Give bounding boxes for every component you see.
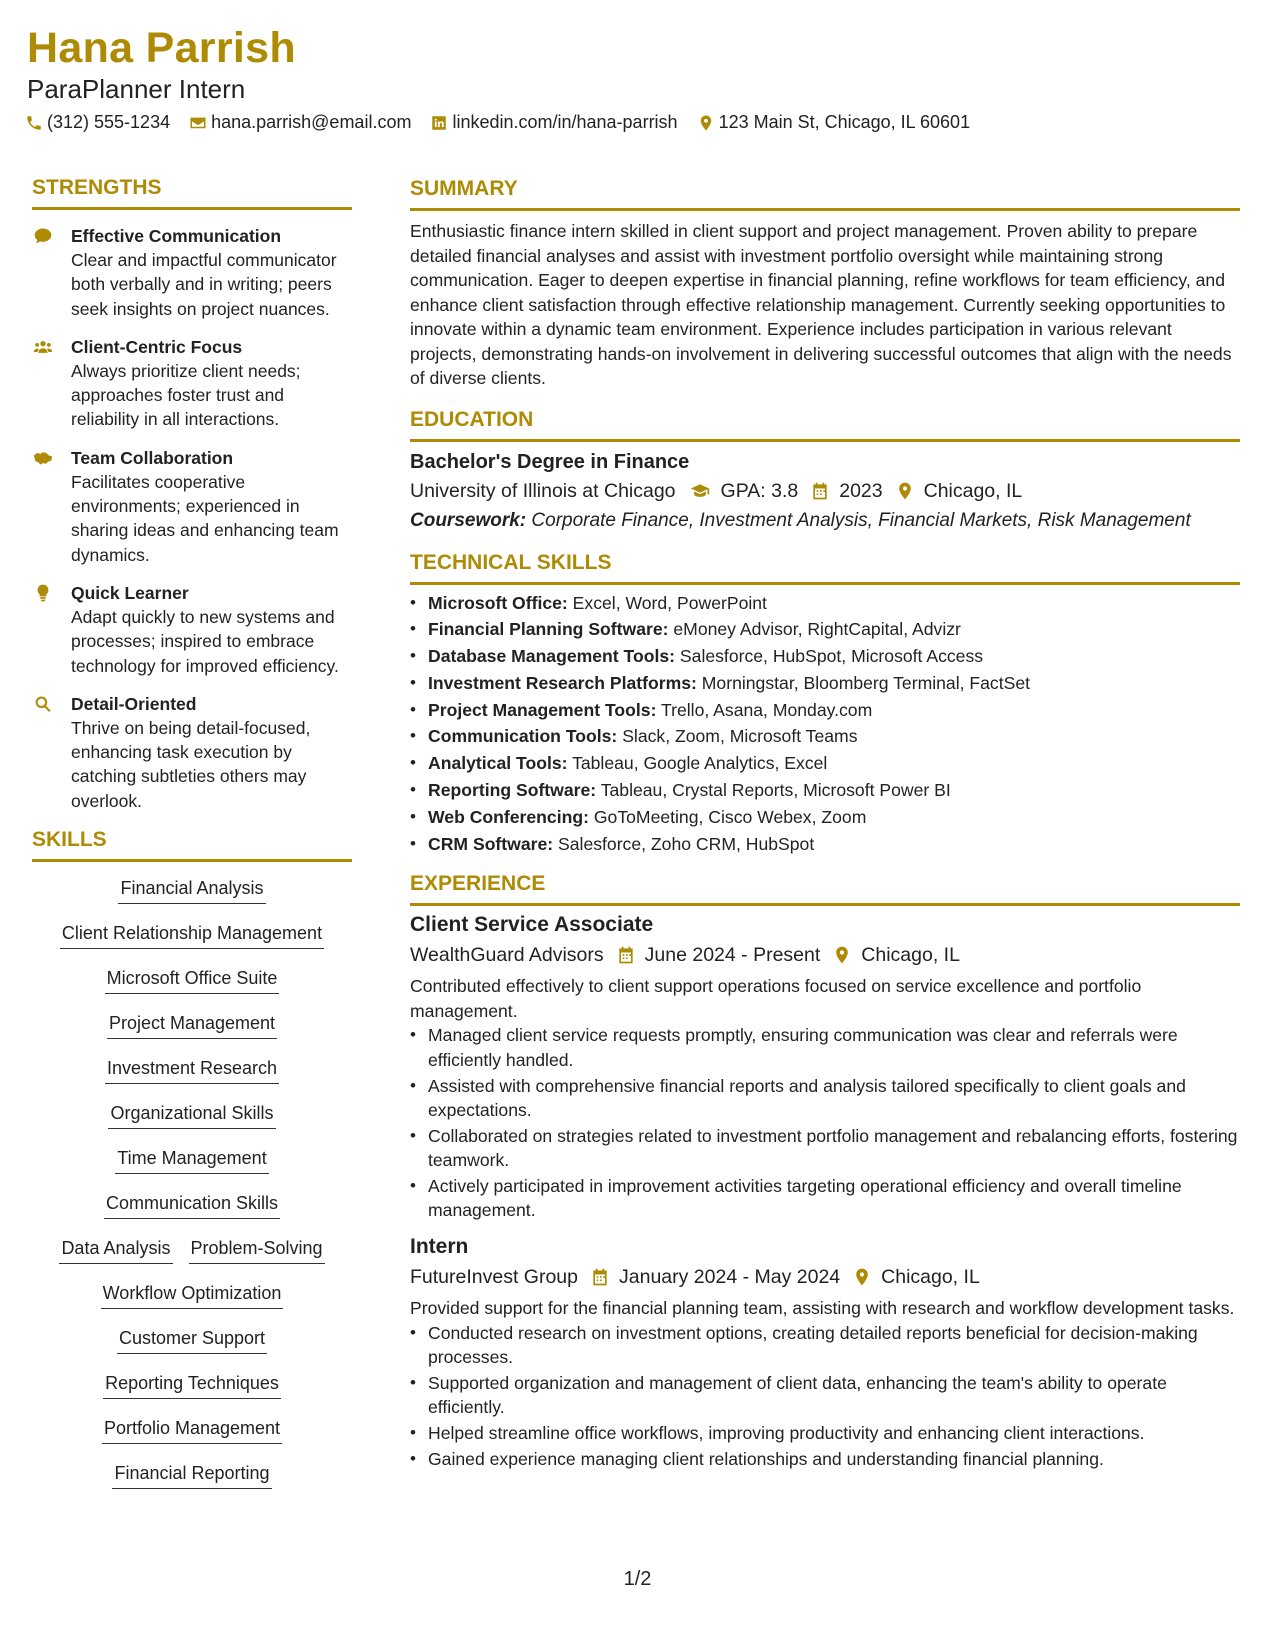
phone-icon bbox=[25, 114, 43, 132]
strength-desc: Facilitates cooperative environments; experienced in sharing ideas and enhancing team dynamics. bbox=[71, 471, 339, 565]
technical-skills-heading: TECHNICAL SKILLS bbox=[410, 550, 612, 574]
list-item: • Collaborated on strategies related to investment portfolio management and rebalancing efforts, fostering teamwork. bbox=[410, 1124, 1240, 1173]
right-column bbox=[410, 176, 1240, 1473]
job-location: Chicago, IL bbox=[881, 1266, 980, 1289]
list-item: • Helped streamline office workflows, improving productivity and enhancing client interactions. bbox=[410, 1421, 1240, 1445]
contact-linkedin[interactable] bbox=[430, 112, 677, 133]
skill-tag: Client Relationship Management bbox=[60, 921, 324, 949]
job-dates: June 2024 - Present bbox=[644, 944, 821, 967]
coursework-list: Corporate Finance, Investment Analysis, Financial Markets, Risk Management bbox=[531, 509, 1191, 531]
job-meta bbox=[410, 1262, 1240, 1292]
coursework-label: Coursework: bbox=[410, 509, 527, 531]
summary-divider bbox=[410, 208, 1240, 211]
strength-desc: Clear and impactful communicator both verbally and in writing; peers seek insights on project nuances. bbox=[71, 250, 337, 319]
contact-address bbox=[697, 112, 971, 133]
education-section bbox=[410, 407, 1240, 536]
map-pin-icon bbox=[895, 481, 915, 501]
job-intro: Contributed effectively to client support operations focused on service excellence and portfolio management. bbox=[410, 976, 1142, 1021]
list-item: • Database Management Tools: Salesforce, HubSpot, Microsoft Access bbox=[410, 643, 1240, 670]
graduation-year: 2023 bbox=[839, 479, 883, 502]
list-item: • Investment Research Platforms: Morningstar, Bloomberg Terminal, FactSet bbox=[410, 670, 1240, 697]
job-entry bbox=[410, 910, 1240, 1222]
skill-tag: Organizational Skills bbox=[108, 1101, 275, 1129]
skills-heading: SKILLS bbox=[32, 828, 107, 852]
strength-desc: Always prioritize client needs; approaches foster trust and reliability in all interactions. bbox=[71, 360, 301, 430]
contact-email[interactable] bbox=[189, 112, 411, 133]
map-pin-icon bbox=[697, 114, 715, 132]
experience-divider bbox=[410, 903, 1240, 906]
job-bullets bbox=[410, 1321, 1240, 1471]
skill-tag: Workflow Optimization bbox=[101, 1281, 284, 1309]
skill-tag: Project Management bbox=[107, 1011, 277, 1039]
coursework bbox=[410, 506, 1240, 536]
strength-title: Effective Communication bbox=[71, 226, 282, 246]
skill-tag: Portfolio Management bbox=[102, 1416, 282, 1444]
list-item: • Assisted with comprehensive financial reports and analysis tailored specifically to client goals and expectations. bbox=[410, 1074, 1240, 1123]
list-item: • Web Conferencing: GoToMeeting, Cisco Webex, Zoom bbox=[410, 804, 1240, 831]
list-item: • Microsoft Office: Excel, Word, PowerPoint bbox=[410, 590, 1240, 617]
strengths-section bbox=[32, 175, 352, 813]
education-meta bbox=[410, 476, 1240, 506]
job-entry bbox=[410, 1232, 1240, 1471]
list-item: • Gained experience managing client relationships and understanding financial planning. bbox=[410, 1447, 1240, 1471]
strengths-heading: STRENGTHS bbox=[32, 176, 162, 199]
skill-tag: Problem-Solving bbox=[189, 1236, 325, 1264]
list-item: • Supported organization and management of client data, enhancing the team's ability to operate efficiently. bbox=[410, 1371, 1240, 1420]
calendar-icon bbox=[590, 1267, 610, 1287]
handshake-icon bbox=[32, 448, 54, 468]
strength-item bbox=[32, 335, 352, 432]
job-intro: Provided support for the financial planning team, assisting with research and workflow development tasks. bbox=[410, 1298, 1235, 1319]
job-bullets bbox=[410, 1023, 1240, 1222]
skills-list bbox=[32, 876, 352, 1506]
contact-bar bbox=[25, 112, 989, 133]
speech-bubble-icon bbox=[32, 226, 54, 246]
graduation-cap-icon bbox=[688, 481, 712, 501]
skill-tag: Customer Support bbox=[117, 1326, 267, 1354]
skill-tag: Communication Skills bbox=[104, 1191, 280, 1219]
company-name: WealthGuard Advisors bbox=[410, 944, 604, 967]
strength-title: Quick Learner bbox=[71, 582, 189, 603]
magnifier-icon bbox=[32, 694, 54, 714]
linkedin-text: linkedin.com/in/hana-parrish bbox=[452, 112, 678, 132]
technical-skills-divider bbox=[410, 582, 1240, 585]
strength-title: Client-Centric Focus bbox=[71, 336, 243, 357]
technical-skills-section bbox=[410, 550, 1240, 858]
skill-tag: Investment Research bbox=[105, 1056, 279, 1084]
experience-section bbox=[410, 871, 1240, 1471]
page-number: 1/2 bbox=[623, 1568, 652, 1590]
skill-tag: Reporting Techniques bbox=[103, 1371, 281, 1399]
list-item: • Communication Tools: Slack, Zoom, Microsoft Teams bbox=[410, 723, 1240, 750]
education-heading: EDUCATION bbox=[410, 407, 534, 431]
users-icon bbox=[32, 337, 54, 357]
strength-item bbox=[32, 581, 352, 678]
company-name: FutureInvest Group bbox=[410, 1266, 578, 1289]
candidate-name: Hana Parrish bbox=[27, 24, 296, 72]
list-item: • Conducted research on investment options, creating detailed reports beneficial for decision-making processes. bbox=[410, 1321, 1240, 1370]
education-divider bbox=[410, 439, 1240, 442]
list-item: • CRM Software: Salesforce, Zoho CRM, HubSpot bbox=[410, 831, 1240, 858]
email-text: hana.parrish@email.com bbox=[211, 112, 412, 132]
school-name: University of Illinois at Chicago bbox=[410, 479, 676, 502]
list-item: • Analytical Tools: Tableau, Google Analytics, Excel bbox=[410, 750, 1240, 777]
skill-tag: Time Management bbox=[115, 1146, 268, 1174]
job-title: Intern bbox=[410, 1235, 469, 1259]
list-item: • Actively participated in improvement activities targeting operational efficiency and overall timeline management. bbox=[410, 1174, 1240, 1223]
calendar-icon bbox=[616, 945, 636, 965]
job-dates: January 2024 - May 2024 bbox=[619, 1266, 841, 1289]
strength-item bbox=[32, 692, 352, 813]
list-item: • Project Management Tools: Trello, Asana, Monday.com bbox=[410, 697, 1240, 724]
education-location: Chicago, IL bbox=[923, 479, 1023, 502]
map-pin-icon bbox=[852, 1267, 872, 1287]
strength-desc: Thrive on being detail-focused, enhancing task execution by catching subtleties others may overlook. bbox=[71, 717, 311, 811]
strength-item bbox=[32, 224, 352, 321]
skill-tag: Microsoft Office Suite bbox=[105, 966, 280, 994]
skill-tag: Financial Reporting bbox=[112, 1461, 271, 1489]
experience-heading: EXPERIENCE bbox=[410, 872, 546, 896]
left-column bbox=[32, 175, 352, 1506]
candidate-role: ParaPlanner Intern bbox=[27, 74, 246, 104]
contact-phone[interactable] bbox=[25, 112, 170, 133]
job-location: Chicago, IL bbox=[861, 944, 960, 967]
summary-section bbox=[410, 176, 1240, 391]
summary-heading: SUMMARY bbox=[410, 177, 518, 200]
strength-item bbox=[32, 446, 352, 567]
envelope-icon bbox=[189, 114, 207, 132]
list-item: • Managed client service requests promptly, ensuring communication was clear and referrals were efficiently handled. bbox=[410, 1023, 1240, 1072]
degree-title: Bachelor's Degree in Finance bbox=[410, 450, 690, 473]
lightbulb-icon bbox=[32, 583, 54, 603]
linkedin-icon bbox=[430, 114, 448, 132]
phone-text: (312) 555-1234 bbox=[47, 112, 171, 132]
job-title: Client Service Associate bbox=[410, 913, 654, 937]
list-item: • Reporting Software: Tableau, Crystal Reports, Microsoft Power BI bbox=[410, 777, 1240, 804]
map-pin-icon bbox=[832, 945, 852, 965]
job-meta bbox=[410, 940, 1240, 970]
summary-text: Enthusiastic finance intern skilled in client support and project management. Proven ability to prepare detailed financial analyses and assist with investment portfolio oversight while maintaining strong communication. Eager to deepen expertise in financial planning, refine workflows for team efficiency, and enhance client satisfaction through effective relationship management. Currently seeking opportunities to innovate within a dynamic team environment. Experience includes participation in various relevant projects, demonstrating hands-on involvement in delivering successful outcomes that align with the needs of diverse clients. bbox=[410, 221, 1232, 388]
strength-title: Detail-Oriented bbox=[71, 693, 197, 714]
technical-skills-list bbox=[410, 590, 1240, 858]
gpa-text: GPA: 3.8 bbox=[720, 479, 799, 502]
skill-tag: Data Analysis bbox=[59, 1236, 172, 1264]
calendar-icon bbox=[810, 481, 830, 501]
strength-desc: Adapt quickly to new systems and processes; inspired to embrace technology for improved efficiency. bbox=[71, 606, 339, 676]
address-text: 123 Main St, Chicago, IL 60601 bbox=[718, 112, 971, 132]
skills-section bbox=[32, 827, 352, 1506]
skill-tag: Financial Analysis bbox=[118, 876, 265, 904]
list-item: • Financial Planning Software: eMoney Advisor, RightCapital, Advizr bbox=[410, 616, 1240, 643]
strength-title: Team Collaboration bbox=[71, 447, 234, 468]
skills-divider bbox=[32, 859, 352, 862]
